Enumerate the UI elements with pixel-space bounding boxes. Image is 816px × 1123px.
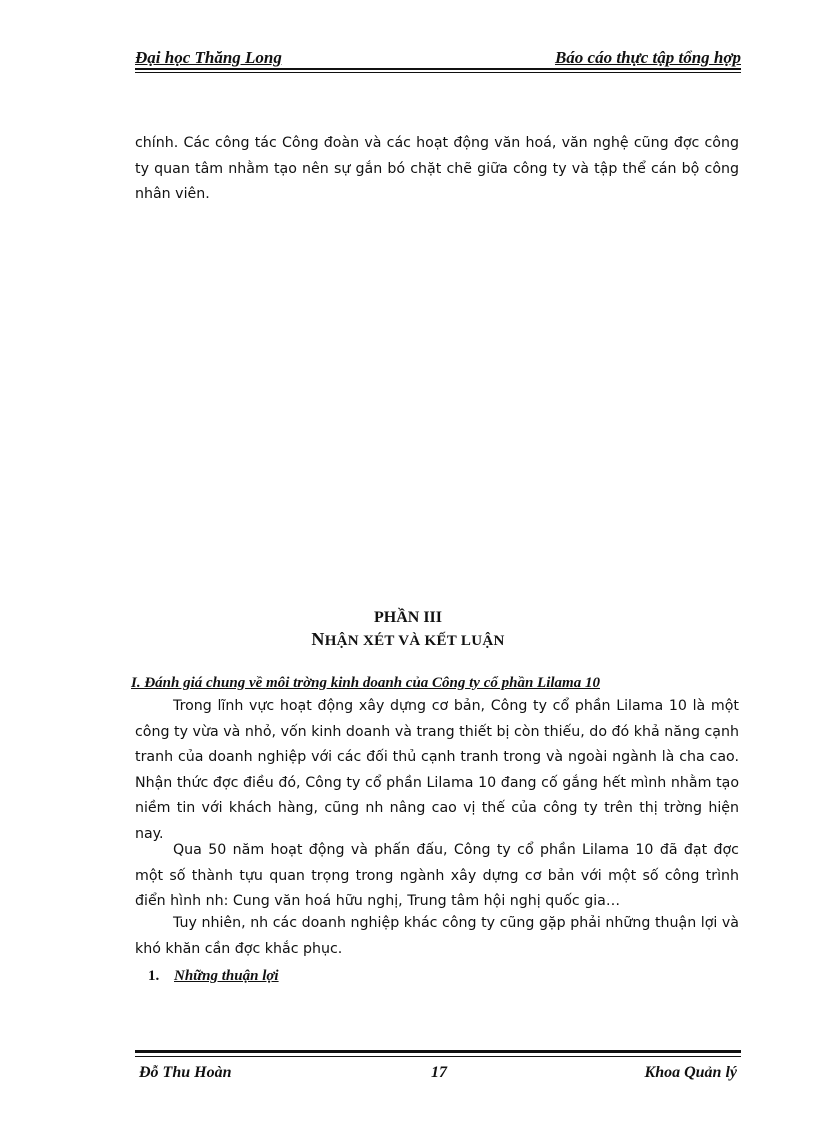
paragraph-challenges: Tuy nhiên, nh các doanh nghiệp khác công ty cũng gặp phải những thuận lợi và khó khăn cần đợc khắc phục.: [135, 915, 739, 957]
page-footer: [135, 1050, 741, 1080]
footer-department: Khoa Quản lý: [644, 1064, 737, 1081]
header-rule-thin: [135, 72, 741, 73]
heading-section-i: I. Đánh giá chung về môi trờng kinh doanh của Công ty cổ phần Lilama 10: [131, 675, 600, 691]
paragraph-achievements: Qua 50 năm hoạt động và phấn đấu, Công ty cổ phần Lilama 10 đã đạt đợc một số thành tựu quan trọng trong ngành xây dựng cơ bản với một số công trình điển hình nh: Cung văn hoá hữu nghị, Trung tâm hội nghị quốc gia…: [135, 842, 739, 909]
header-report-title: Báo cáo thực tập tổng hợp: [554, 48, 741, 67]
footer-page-number: 17: [431, 1064, 447, 1081]
section-title-initial: N: [311, 629, 325, 649]
section-part-label: PHẦN III: [373, 609, 442, 626]
paragraph-continuation: chính. Các công tác Công đoàn và các hoạt động văn hoá, văn nghệ cũng đợc công ty quan tâm nhằm tạo nên sự gắn bó chặt chẽ giữa công ty và tập thể cán bộ công nhân viên.: [135, 135, 739, 202]
paragraph-competition: Trong lĩnh vực hoạt động xây dựng cơ bản, Công ty cổ phần Lilama 10 là một công ty vừa và nhỏ, vốn kinh doanh và trang thiết bị còn thiếu, do đó khả năng cạnh tranh của doanh nghiệp với các đối thủ cạnh tranh trong và ngoài ngành là cha cao. Nhận thức đợc điều đó, Công ty cổ phần Lilama 10 đang cố gắng hết mình nhằm tạo niềm tin với khách hàng, cũng nh nâng cao vị thế của công ty trên thị trờng hiện nay.: [135, 698, 739, 842]
header-rule: [135, 68, 741, 70]
subheading-label: Những thuận lợi: [174, 968, 279, 984]
header-university: Đại học Thăng Long: [135, 48, 282, 67]
subheading-number: 1.: [148, 968, 160, 984]
section-title: [0, 628, 816, 652]
footer-rule-thin: [135, 1056, 741, 1057]
footer-rule: [135, 1050, 741, 1053]
footer-author: Đỗ Thu Hoàn: [139, 1064, 232, 1081]
page-header: [135, 46, 741, 74]
subheading-advantages: [148, 968, 279, 985]
section-title-rest: HẬN XÉT VÀ KẾT LUẬN: [324, 633, 505, 649]
